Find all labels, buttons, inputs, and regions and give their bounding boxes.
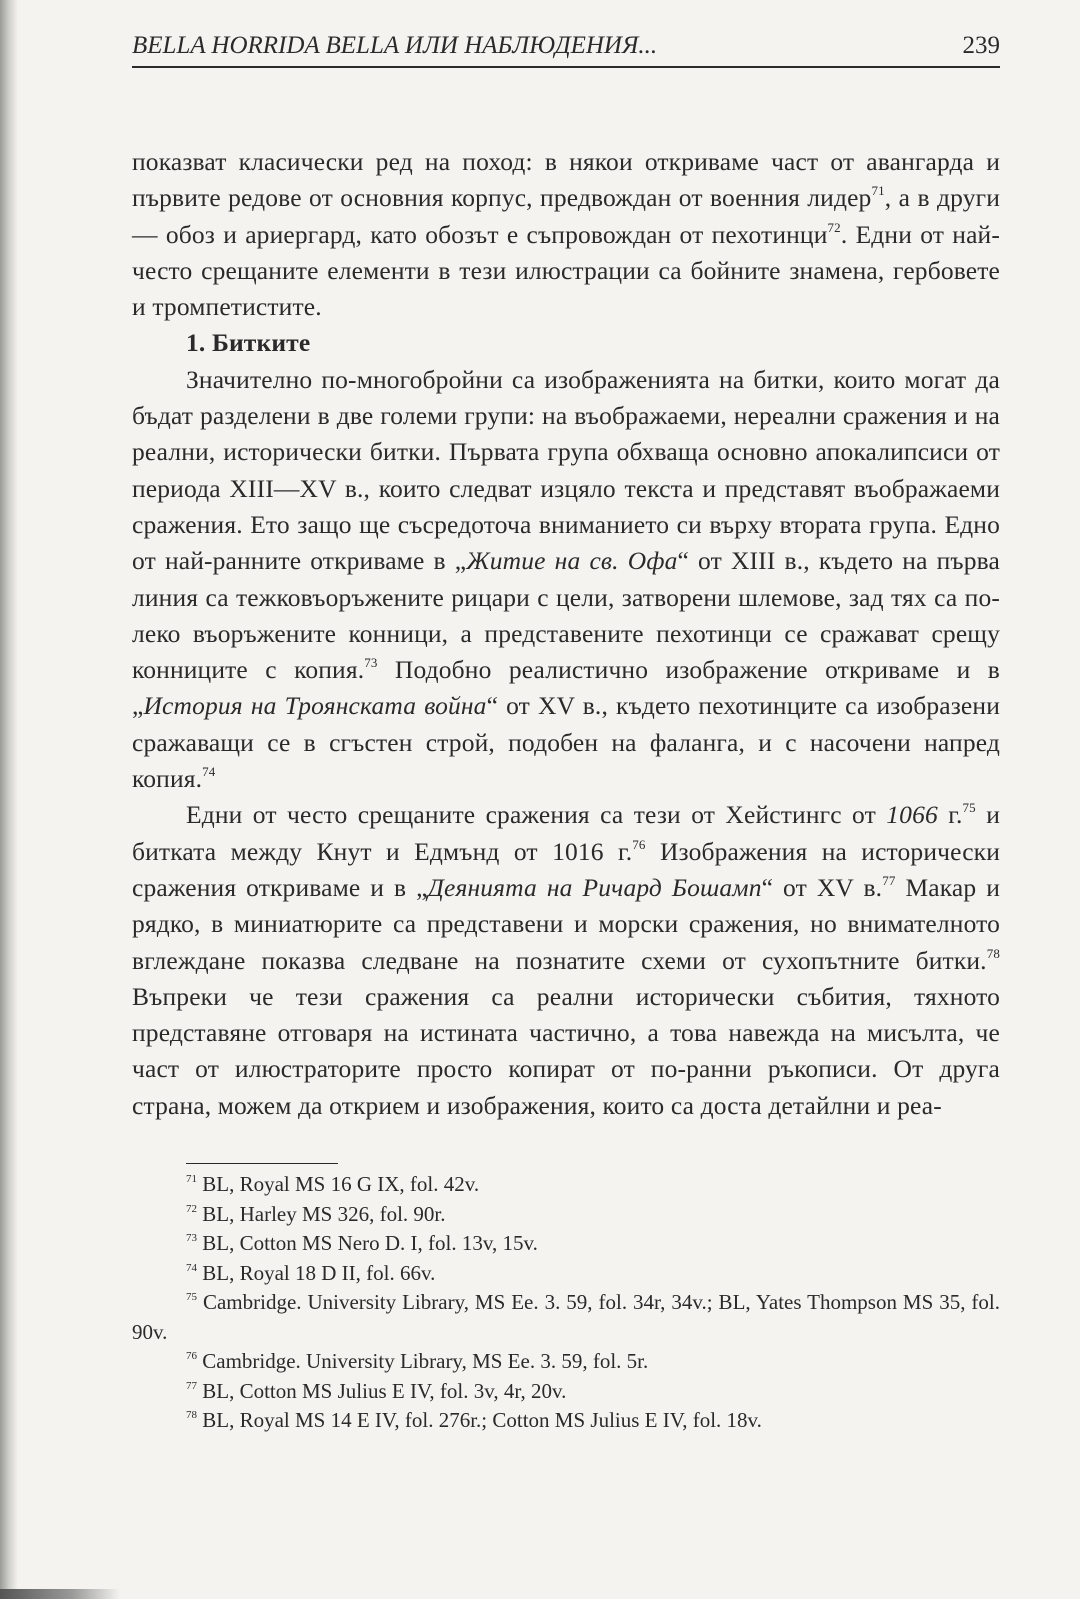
paragraph xyxy=(132,144,1000,325)
footnote-number: 77 xyxy=(186,1379,197,1392)
footnote xyxy=(132,1347,1000,1377)
footnotes xyxy=(132,1170,1000,1436)
footnote-number: 75 xyxy=(186,1291,197,1303)
text-run: от XV в. xyxy=(773,872,883,902)
running-header xyxy=(132,32,1000,68)
text-run: показват класически ред на поход: в някои откриваме част от авангарда и първите редове от основния корпус, предвождан от военния лидер xyxy=(132,147,1000,213)
footnote-text: BL, Cotton MS Nero D. I, fol. 13v, 15v. xyxy=(202,1231,538,1255)
quote-mark: “ xyxy=(761,872,774,902)
section-heading: 1. Битките xyxy=(186,328,311,358)
text-run: Едни от често срещаните сражения са тези от Хейстингс от xyxy=(186,800,887,830)
footnote-text: BL, Royal MS 14 E IV, fol. 276r.; Cotton MS Julius E IV, fol. 18v. xyxy=(202,1408,762,1432)
text-run: Подобно реалистично изображение откриваме и в xyxy=(377,655,1000,685)
text-run: . Едни от най-често срещаните елементи в тези илюстрации са бойните знамена, гербовете и тромпетистите. xyxy=(132,219,1000,322)
footnote-ref: 75 xyxy=(962,800,976,816)
quote-mark: “ xyxy=(486,691,499,721)
footnote-number: 71 xyxy=(186,1173,197,1185)
footnote xyxy=(132,1377,1000,1407)
paragraph xyxy=(132,362,1000,798)
footnote-ref: 74 xyxy=(202,764,216,780)
footnote-ref: 71 xyxy=(871,183,885,199)
footnote-number: 76 xyxy=(186,1350,197,1362)
italic-title: История на Троянската война xyxy=(143,691,487,721)
footnote-text: Cambridge. University Library, MS Ee. 3. 59, fol. 5r. xyxy=(202,1349,649,1373)
text-run: от XIII в., където на първа линия са тежковъоръжените рицари с цели, затворени шлемове, зад тях са по-леко въоръжените конници, а представените пехотинци се сражават срещу конниците с копия. xyxy=(132,546,1000,685)
text-run: Въпреки че тези сражения са реални исторически събития, тяхното представяне отговаря на истината частично, а това навежда на мисълта, че част от илюстраторите просто копират от по-ранни ръкописи. От друга страна, можем да открием и изображения, които са доста детайлни и реа- xyxy=(132,981,1000,1120)
footnote-ref: 72 xyxy=(827,219,841,235)
footnote xyxy=(132,1259,1000,1289)
footnote xyxy=(132,1288,1000,1347)
text-run: г. xyxy=(937,800,963,830)
footnote-ref: 76 xyxy=(632,836,646,852)
footnote xyxy=(132,1200,1000,1230)
footnote-text: BL, Royal 18 D II, fol. 66v. xyxy=(202,1260,436,1285)
quote-mark: „ xyxy=(454,546,467,576)
italic-year: 1066 xyxy=(886,800,938,830)
footnote-text: BL, Royal MS 16 G IX, fol. 42v. xyxy=(202,1172,480,1196)
page-number: 239 xyxy=(962,32,1000,59)
footnote xyxy=(132,1406,1000,1436)
running-title: BELLA HORRIDA BELLA ИЛИ НАБЛЮДЕНИЯ... xyxy=(132,32,658,59)
paragraph xyxy=(132,797,1000,1124)
footnote-text: BL, Cotton MS Julius E IV, fol. 3v, 4r, 20v. xyxy=(202,1378,567,1403)
footnote-text: Cambridge. University Library, MS Ee. 3. 59, fol. 34r, 34v.; BL, Yates Thompson MS 35, fol. 90v. xyxy=(132,1290,1000,1344)
text-run: Значително по-многобройни са изображенията на битки, които могат да бъдат разделени в две големи групи: на въображаеми, нереални сражения и на реални, исторически битки. Първата група обхваща основно апокалипсиси от периода XIII—XV в., които следват изцяло текста и представят въображаеми сражения. Ето защо ще съсредоточа вниманието си върху втората група. Едно от най-ранните откриваме в xyxy=(132,364,1000,576)
footnote xyxy=(132,1170,1000,1200)
footnote-ref: 73 xyxy=(364,655,378,671)
quote-mark: “ xyxy=(677,546,689,576)
footnote-ref: 78 xyxy=(986,945,1000,961)
text-run: от XV в., където пехотинците са изобразени сражаващи се в сгъстен строй, подобен на фаланга, и с насочени напред копия. xyxy=(132,691,1000,794)
main-text xyxy=(132,144,1000,1124)
footnote xyxy=(132,1229,1000,1259)
quote-mark: „ xyxy=(416,872,428,902)
footnote-number: 72 xyxy=(186,1202,197,1215)
book-spine-shadow xyxy=(0,0,18,1599)
footnote-number: 74 xyxy=(186,1261,197,1274)
book-edge-shadow xyxy=(0,1589,120,1599)
italic-title: Житие на св. Офа xyxy=(466,546,678,576)
footnote-text: BL, Harley MS 326, fol. 90r. xyxy=(202,1201,446,1226)
text-run: Изображения на исторически сражения откриваме и в xyxy=(132,836,1000,902)
italic-title: Деянията на Ричард Бошамп xyxy=(427,872,762,902)
footnote-divider xyxy=(186,1163,338,1164)
footnote-number: 73 xyxy=(186,1232,197,1244)
text-run: Макар и рядко, в миниатюрите са представени и морски сражения, но внимателното вглеждане показва следване на познатите схеми от сухопътните битки. xyxy=(132,872,1000,975)
quote-mark: „ xyxy=(132,691,144,721)
footnote-number: 78 xyxy=(186,1409,197,1421)
text-run: и битката между Кнут и Едмънд от 1016 г. xyxy=(132,800,1000,866)
footnote-ref: 77 xyxy=(882,872,896,888)
text-run: , а в други — обоз и ариергард, като обозът е съпровождан от пехотинци xyxy=(132,183,1001,249)
